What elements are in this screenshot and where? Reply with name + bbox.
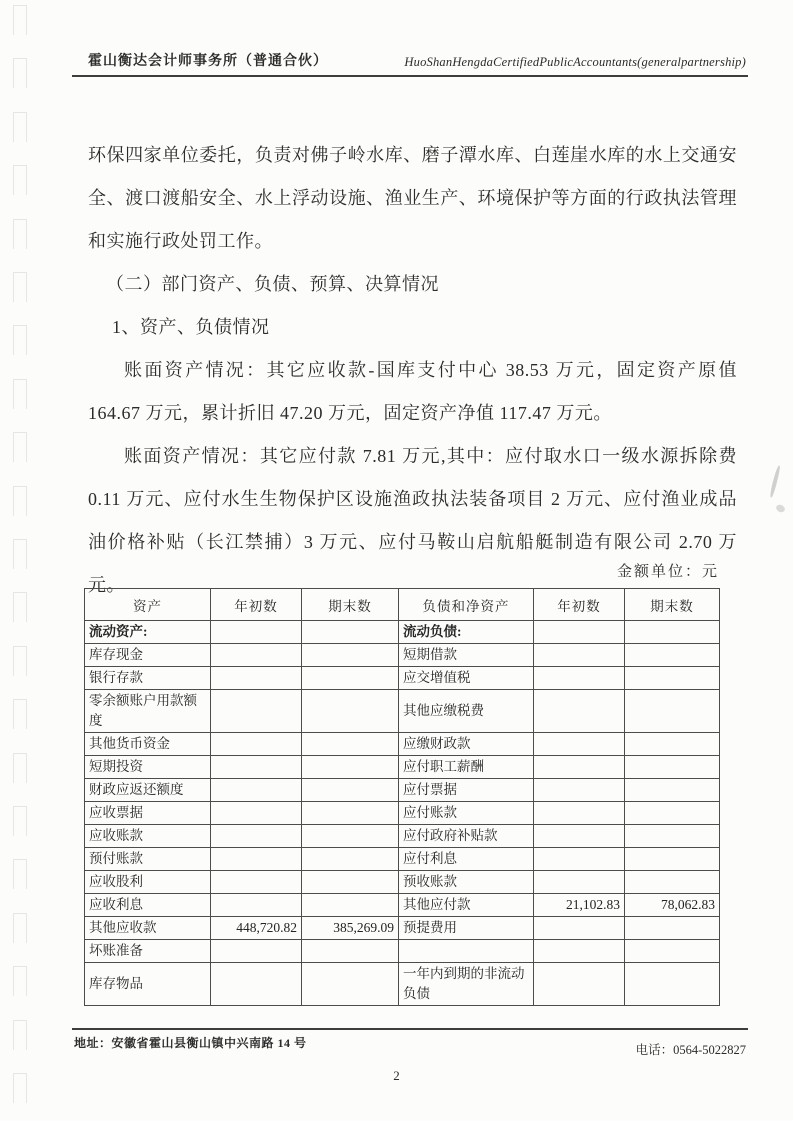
cell-value <box>302 667 399 690</box>
cell-value <box>302 733 399 756</box>
table-row <box>85 779 720 802</box>
cell-value <box>534 802 625 825</box>
cell-value <box>625 802 720 825</box>
cell-value <box>211 963 302 1006</box>
cell-value <box>625 779 720 802</box>
col-header-end: 期末数 <box>302 589 399 621</box>
row-label: 其他应收款 <box>85 917 211 940</box>
cell-value <box>211 690 302 733</box>
cell-value <box>302 825 399 848</box>
cell-value <box>211 756 302 779</box>
footer-phone: 电话：0564-5022827 <box>635 1043 746 1057</box>
cell-value <box>211 644 302 667</box>
cell-value <box>302 779 399 802</box>
table-row <box>85 733 720 756</box>
scan-artifact <box>769 465 781 498</box>
table-row <box>85 667 720 690</box>
row-label: 应付票据 <box>399 779 534 802</box>
row-label: 预付账款 <box>85 848 211 871</box>
cell-value <box>625 733 720 756</box>
amount-unit-note: 金额单位：元 <box>616 564 719 580</box>
binding-mark <box>13 966 27 996</box>
cell-value <box>302 871 399 894</box>
page-footer <box>72 1023 748 1058</box>
table-row <box>85 940 720 963</box>
cell-value <box>302 756 399 779</box>
table-row <box>85 690 720 733</box>
binding-mark <box>13 112 27 142</box>
binding-mark <box>13 379 27 409</box>
binding-mark <box>13 432 27 462</box>
col-header-assets: 资产 <box>85 589 211 621</box>
row-label: 流动资产: <box>85 621 211 644</box>
table-row <box>85 802 720 825</box>
cell-value <box>302 848 399 871</box>
cell-value <box>302 690 399 733</box>
cell-value <box>625 848 720 871</box>
row-label: 短期借款 <box>399 644 534 667</box>
binding-mark <box>13 486 27 516</box>
cell-value <box>302 940 399 963</box>
section-heading: （二）部门资产、负债、预算、决算情况 <box>106 274 439 294</box>
cell-value <box>211 894 302 917</box>
sub-heading: 1、资产、负债情况 <box>112 317 270 337</box>
row-label: 其他货币资金 <box>85 733 211 756</box>
cell-value <box>534 940 625 963</box>
cell-value <box>534 825 625 848</box>
row-label: 预收账款 <box>399 871 534 894</box>
paragraph-duties: 环保四家单位委托，负责对佛子岭水库、磨子潭水库、白莲崖水库的水上交通安全、渡口渡船安全、水上浮动设施、渔业生产、环境保护等方面的行政执法管理和实施行政处罚工作。 <box>88 145 737 251</box>
row-label: 应交增值税 <box>399 667 534 690</box>
cell-value <box>534 644 625 667</box>
page-header <box>72 50 748 77</box>
binding-mark <box>13 592 27 622</box>
cell-value <box>534 871 625 894</box>
row-label <box>399 940 534 963</box>
row-label: 银行存款 <box>85 667 211 690</box>
firm-name-cn: 霍山衡达会计师事务所（普通合伙） <box>88 54 328 69</box>
cell-value <box>625 756 720 779</box>
cell-value <box>302 963 399 1006</box>
cell-value <box>534 779 625 802</box>
col-header-begin2: 年初数 <box>534 589 625 621</box>
binding-mark <box>13 325 27 355</box>
firm-name-en: HuoShanHengdaCertifiedPublicAccountants(generalpartnership) <box>404 55 746 69</box>
binding-mark <box>13 219 27 249</box>
binding-mark <box>13 859 27 889</box>
document-body <box>88 134 737 607</box>
row-label: 应收利息 <box>85 894 211 917</box>
header-rule <box>72 75 748 77</box>
binding-mark <box>13 58 27 88</box>
cell-value <box>534 963 625 1006</box>
scan-artifact <box>775 503 786 513</box>
binding-mark <box>13 806 27 836</box>
page-number: 2 <box>393 1068 400 1083</box>
table-row <box>85 871 720 894</box>
binding-mark <box>13 539 27 569</box>
cell-value: 21,102.83 <box>534 894 625 917</box>
row-label: 其他应付款 <box>399 894 534 917</box>
row-label: 应付利息 <box>399 848 534 871</box>
footer-address: 地址：安徽省霍山县衡山镇中兴南路 14 号 <box>74 1036 307 1050</box>
cell-value <box>625 667 720 690</box>
row-label: 应付账款 <box>399 802 534 825</box>
binding-mark <box>13 913 27 943</box>
col-header-begin: 年初数 <box>211 589 302 621</box>
cell-value <box>625 644 720 667</box>
cell-value: 448,720.82 <box>211 917 302 940</box>
paragraph-assets: 账面资产情况：其它应收款-国库支付中心 38.53 万元，固定资产原值 164.67 万元，累计折旧 47.20 万元，固定资产净值 117.47 万元。 <box>88 360 737 423</box>
cell-value <box>211 871 302 894</box>
table-row <box>85 644 720 667</box>
binding-mark <box>13 165 27 195</box>
table-row <box>85 917 720 940</box>
row-label: 其他应缴税费 <box>399 690 534 733</box>
cell-value <box>211 802 302 825</box>
binding-mark <box>13 753 27 783</box>
cell-value <box>534 848 625 871</box>
cell-value <box>211 667 302 690</box>
cell-value <box>211 940 302 963</box>
cell-value <box>302 644 399 667</box>
cell-value <box>534 733 625 756</box>
row-label: 短期投资 <box>85 756 211 779</box>
row-label: 预提费用 <box>399 917 534 940</box>
cell-value <box>625 940 720 963</box>
row-label: 坏账准备 <box>85 940 211 963</box>
binding-mark <box>13 5 27 35</box>
table-row <box>85 756 720 779</box>
cell-value <box>211 779 302 802</box>
cell-value <box>211 848 302 871</box>
paragraph-payables: 账面资产情况：其它应付款 7.81 万元,其中：应付取水口一级水源拆除费 0.11 万元、应付水生生物保护区设施渔政执法装备项目 2 万元、应付渔业成品油价格补贴（长江禁捕）3 万元、应付马鞍山启航船艇制造有限公司 2.70 万元。 <box>88 446 737 595</box>
cell-value <box>625 871 720 894</box>
cell-value <box>534 667 625 690</box>
row-label: 库存现金 <box>85 644 211 667</box>
binding-mark <box>13 699 27 729</box>
row-label: 流动负债: <box>399 621 534 644</box>
table-row <box>85 621 720 644</box>
cell-value <box>534 621 625 644</box>
row-label: 应缴财政款 <box>399 733 534 756</box>
cell-value <box>211 621 302 644</box>
binding-mark <box>13 646 27 676</box>
row-label: 应付职工薪酬 <box>399 756 534 779</box>
cell-value: 78,062.83 <box>625 894 720 917</box>
row-label: 应收股利 <box>85 871 211 894</box>
cell-value <box>625 917 720 940</box>
col-header-liabilities: 负债和净资产 <box>399 589 534 621</box>
cell-value <box>625 690 720 733</box>
binding-mark <box>13 1020 27 1050</box>
row-label: 应收票据 <box>85 802 211 825</box>
binding-mark <box>13 272 27 302</box>
cell-value: 385,269.09 <box>302 917 399 940</box>
row-label: 应付政府补贴款 <box>399 825 534 848</box>
cell-value <box>211 825 302 848</box>
row-label: 财政应返还额度 <box>85 779 211 802</box>
cell-value <box>534 690 625 733</box>
row-label: 应收账款 <box>85 825 211 848</box>
row-label: 一年内到期的非流动负债 <box>399 963 534 1006</box>
table-row <box>85 825 720 848</box>
cell-value <box>625 963 720 1006</box>
cell-value <box>302 894 399 917</box>
table-row <box>85 963 720 1006</box>
table-row <box>85 848 720 871</box>
balance-sheet-table <box>84 588 720 1006</box>
cell-value <box>534 756 625 779</box>
table-row <box>85 894 720 917</box>
cell-value <box>211 733 302 756</box>
cell-value <box>534 917 625 940</box>
cell-value <box>625 825 720 848</box>
row-label: 库存物品 <box>85 963 211 1006</box>
table-header-row <box>85 589 720 621</box>
cell-value <box>302 802 399 825</box>
row-label: 零余额账户用款额度 <box>85 690 211 733</box>
cell-value <box>625 621 720 644</box>
cell-value <box>302 621 399 644</box>
col-header-end2: 期末数 <box>625 589 720 621</box>
